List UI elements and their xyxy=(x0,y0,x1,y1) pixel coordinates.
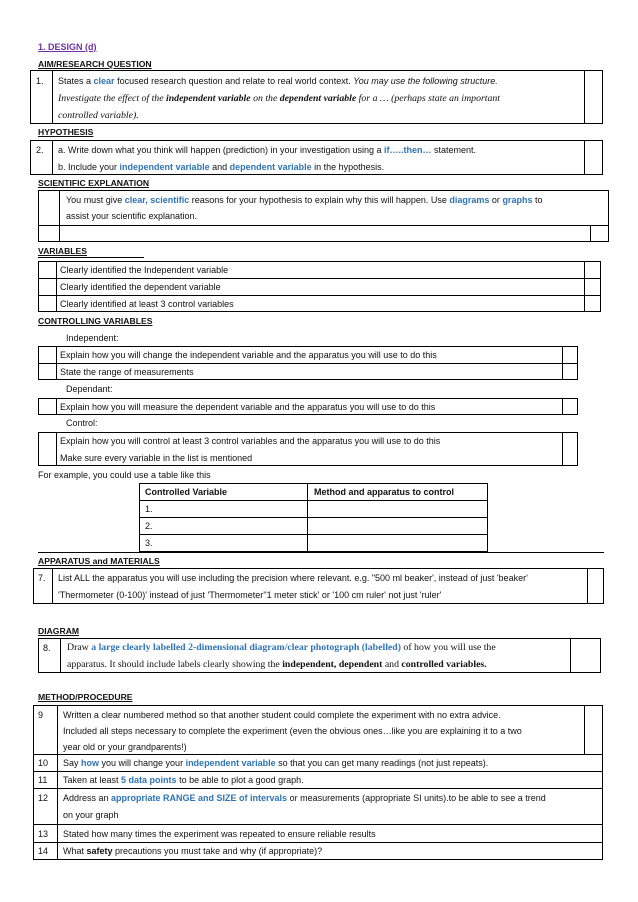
independent-item-1: Explain how you will change the independent variable and the apparatus you will use to do this xyxy=(60,350,437,360)
example-text: For example, you could use a table like this xyxy=(38,470,211,480)
aim-heading: AIM/RESEARCH QUESTION xyxy=(38,59,152,69)
method-10: Say how you will change your independent variable so that you can get many readings (not just repeats). xyxy=(63,758,489,768)
method-12-line-2: on your graph xyxy=(63,810,119,820)
control-item-2: Make sure every variable in the list is mentioned xyxy=(60,453,253,463)
hypothesis-line-1: a. Write down what you think will happen (prediction) in your investigation using a if…..then… statement. xyxy=(58,145,477,155)
diagram-line-2: apparatus. It should include labels clearly showing the independent, dependent and controlled variables. xyxy=(67,659,487,670)
method-num-14: 14 xyxy=(38,846,49,856)
table-header-method: Method and apparatus to control xyxy=(314,487,455,497)
diagram-heading: DIAGRAM xyxy=(38,626,80,636)
control-label: Control: xyxy=(66,418,98,428)
method-9-line-2: Included all steps necessary to complete the experiment (even the obvious ones…like you are explaining it to a two xyxy=(63,726,522,736)
method-12-line-1: Address an appropriate RANGE and SIZE of intervals or measurements (appropriate SI units).to be able to see a trend xyxy=(63,793,546,803)
method-num-10: 10 xyxy=(38,758,49,768)
independent-item-2: State the range of measurements xyxy=(60,367,194,377)
aim-line-3: controlled variable). xyxy=(58,110,139,121)
table-row: 3. xyxy=(145,538,153,548)
method-13: Stated how many times the experiment was repeated to ensure reliable results xyxy=(63,829,376,839)
apparatus-line-1: List ALL the apparatus you will use including the precision where relevant. e.g. "500 ml beaker', instead of just 'beaker' xyxy=(58,573,528,583)
diagram-num: 8. xyxy=(43,643,51,653)
method-num-9: 9 xyxy=(38,710,44,720)
diagram-line-1: Draw a large clearly labelled 2-dimensional diagram/clear photograph (labelled) of how you will use the xyxy=(67,642,496,653)
scientific-heading: SCIENTIFIC EXPLANATION xyxy=(38,178,150,188)
apparatus-num: 7. xyxy=(38,573,46,583)
apparatus-line-2: 'Thermometer (0-100)' instead of just 'Thermometer''1 meter stick' or '100 cm ruler' not just 'ruler' xyxy=(58,590,442,600)
method-14: What safety precautions you must take and why (if appropriate)? xyxy=(63,846,323,856)
variable-item-1: Clearly identified the Independent variable xyxy=(60,265,229,275)
hypothesis-heading: HYPOTHESIS xyxy=(38,127,94,137)
table-header-variable: Controlled Variable xyxy=(145,487,228,497)
variable-item-2: Clearly identified the dependent variable xyxy=(60,282,221,292)
method-num-13: 13 xyxy=(38,829,49,839)
hypothesis-line-2: b. Include your independent variable and dependent variable in the hypothesis. xyxy=(58,162,385,172)
variable-item-3: Clearly identified at least 3 control variables xyxy=(60,299,234,309)
independent-label: Independent: xyxy=(66,333,119,343)
table-row: 1. xyxy=(145,504,153,514)
method-num-12: 12 xyxy=(38,793,49,803)
apparatus-heading: APPARATUS and MATERIALS xyxy=(38,556,160,566)
variables-heading: VARIABLES xyxy=(38,246,88,256)
aim-num: 1. xyxy=(36,76,44,86)
scientific-line-2: assist your scientific explanation. xyxy=(66,211,198,221)
method-11: Taken at least 5 data points to be able to plot a good graph. xyxy=(63,775,304,785)
hypothesis-num: 2. xyxy=(36,145,44,155)
method-heading: METHOD/PROCEDURE xyxy=(38,692,133,702)
aim-line-1: States a clear focused research question and relate to real world context. You may use the following structure. xyxy=(58,76,498,86)
method-9-line-3: year old or your grandparents!) xyxy=(63,742,187,752)
aim-line-2: Investigate the effect of the independent variable on the dependent variable for a … (perhaps state an important xyxy=(58,93,501,104)
control-item-1: Explain how you will control at least 3 control variables and the apparatus you will use to do this xyxy=(60,436,441,446)
controlling-heading: CONTROLLING VARIABLES xyxy=(38,316,153,326)
page-title: 1. DESIGN (d) xyxy=(38,42,97,52)
method-num-11: 11 xyxy=(38,775,48,785)
dependent-label: Dependant: xyxy=(66,384,113,394)
table-row: 2. xyxy=(145,521,153,531)
dependent-item: Explain how you will measure the dependent variable and the apparatus you will use to do this xyxy=(60,402,436,412)
scientific-line-1: You must give clear, scientific reasons for your hypothesis to explain why this will happen. Use diagrams or graphs to xyxy=(66,195,543,205)
method-9-line-1: Written a clear numbered method so that another student could complete the experiment with no extra advice. xyxy=(63,710,501,720)
